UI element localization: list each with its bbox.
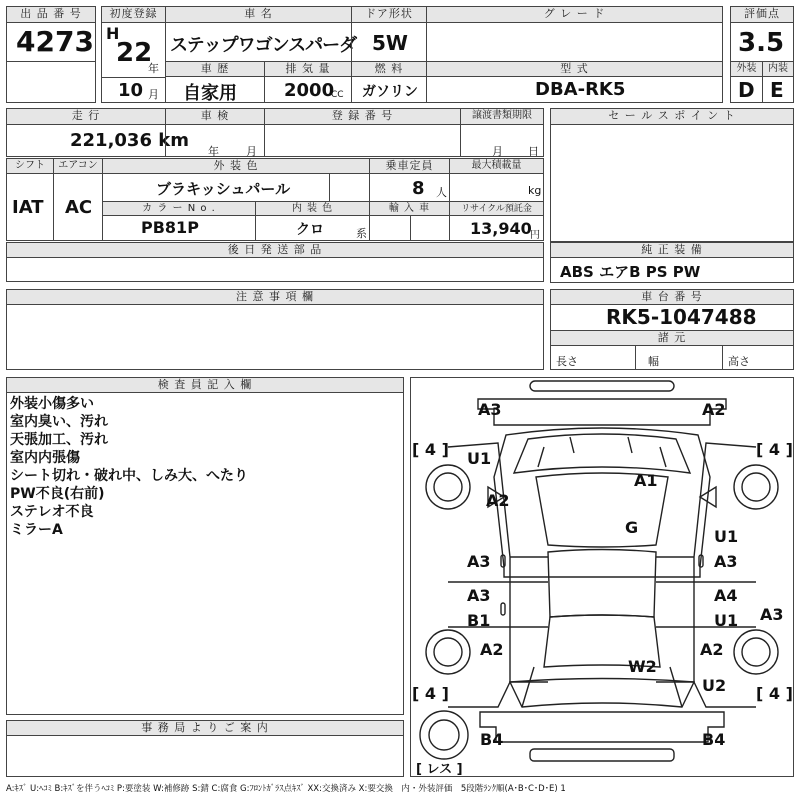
tire-value: 4 <box>768 440 781 459</box>
legend: A:ｷｽﾞ U:ﾍｺﾐ B:ｷｽﾞを伴うﾍｺﾐ P:要塗装 W:補修跡 S:錆 C:腐食 G:ﾌﾛﾝﾄｶﾞﾗｽ点ｷｽﾞ XX:交換済み X:要交換 内・外装評価 5段階ﾗﾝｸ順(A･B･C･D･E) 1 <box>6 784 566 794</box>
remark-line: PW不良(右前) <box>10 486 105 502</box>
era: H <box>106 24 120 43</box>
damage-mark: U1 <box>467 449 492 468</box>
ext-score-header: 外装 <box>730 61 763 77</box>
reg-no-box <box>264 124 461 157</box>
inspection-header: 車 検 <box>165 108 265 125</box>
tire-rear-left: [ 4 ] <box>412 684 449 703</box>
chassis-header: 車 台 番 号 <box>550 289 794 305</box>
color-no: PB81P <box>141 218 199 237</box>
interior-header: 内 装 色 <box>255 201 370 216</box>
history: 自家用 <box>183 83 237 104</box>
tire-value: 4 <box>768 684 781 703</box>
first-reg-header: 初度登録 <box>101 6 166 23</box>
import-header: 輸 入 車 <box>369 201 450 216</box>
interior: クロ <box>296 222 324 238</box>
tire-front-right: [ 4 ] <box>756 440 793 459</box>
damage-mark: U2 <box>702 676 727 695</box>
damage-mark: A1 <box>634 471 658 490</box>
damage-mark: A4 <box>714 586 738 605</box>
tire-rear-right: [ 4 ] <box>756 684 793 703</box>
score: 3.5 <box>738 28 785 58</box>
spec-height: 高さ <box>728 355 750 368</box>
damage-mark: G <box>625 518 639 537</box>
damage-mark: B4 <box>702 730 726 749</box>
displacement-unit: CC <box>331 90 344 100</box>
damage-mark: A3 <box>467 586 491 605</box>
office-header: 事 務 局 よ り ご 案 内 <box>6 720 404 736</box>
damage-mark: A3 <box>467 552 491 571</box>
int-score: E <box>770 78 784 102</box>
door: 5W <box>372 31 408 55</box>
remark-line: シート切れ・破れ中、しみ大、へたり <box>10 468 248 484</box>
office-box <box>6 735 404 777</box>
later-parts-box <box>6 257 544 282</box>
history-header: 車 歴 <box>165 61 265 77</box>
recycle: 13,940 <box>470 219 532 238</box>
reg-month: 10 <box>118 80 144 101</box>
capacity: 8 <box>412 178 425 199</box>
spec-width: 幅 <box>648 355 659 368</box>
reg-month-unit: 月 <box>148 88 159 101</box>
aircon: AC <box>65 197 93 218</box>
sales-box <box>550 124 794 242</box>
lot-number-lower-box <box>6 61 96 103</box>
lot-number: 4273 <box>16 25 94 58</box>
damage-mark: A3 <box>714 552 738 571</box>
capacity-header: 乗車定員 <box>369 158 450 174</box>
displacement-header: 排 気 量 <box>264 61 352 77</box>
tire-value: 4 <box>424 684 437 703</box>
damage-mark: U1 <box>714 527 739 546</box>
displacement: 2000 <box>284 80 335 101</box>
color-header: 外 装 色 <box>102 158 370 174</box>
grade-box <box>426 22 723 62</box>
interior-unit: 系 <box>356 227 367 240</box>
model: DBA-RK5 <box>535 79 626 100</box>
damage-mark: A2 <box>702 400 726 419</box>
grade-header: グ レ ー ド <box>426 6 723 23</box>
damage-mark: A3 <box>478 400 502 419</box>
car-name: ステップワゴンスパーダ <box>170 35 357 56</box>
transfer-day: 日 <box>528 145 539 158</box>
reg-no-header: 登 録 番 号 <box>264 108 461 125</box>
damage-mark: B1 <box>467 611 491 630</box>
damage-mark: A2 <box>480 640 504 659</box>
fuel-header: 燃 料 <box>351 61 427 77</box>
car-name-header: 車 名 <box>165 6 352 23</box>
spare-value: レス <box>426 762 453 777</box>
remark-line: 天張加工、汚れ <box>10 432 108 448</box>
transfer-month: 月 <box>492 145 503 158</box>
color: ブラキッシュパール <box>156 180 291 198</box>
fuel: ガソリン <box>362 84 418 100</box>
inspector-header: 検 査 員 記 入 欄 <box>6 377 404 393</box>
int-score-header: 内装 <box>762 61 794 77</box>
recycle-unit: 円 <box>530 230 540 241</box>
mileage: 221,036 km <box>70 130 189 151</box>
damage-mark: A3 <box>760 605 784 624</box>
color-box-right <box>329 173 370 202</box>
spec-header: 諸 元 <box>550 330 794 346</box>
model-header: 型 式 <box>426 61 723 77</box>
remark-line: ミラーA <box>10 522 63 538</box>
chassis: RK5-1047488 <box>606 305 757 329</box>
color-no-header: カ ラ ー N o . <box>102 201 256 216</box>
inspection-year-unit: 年 <box>208 145 219 158</box>
ext-score: D <box>738 78 755 102</box>
damage-mark: W2 <box>628 657 657 676</box>
later-parts-header: 後 日 発 送 部 品 <box>6 242 544 258</box>
inspector-remarks <box>10 395 248 539</box>
equipment: ABS エアB PS PW <box>560 263 701 281</box>
spare-tire: [ レス ] <box>416 762 463 777</box>
score-header: 評価点 <box>730 6 794 23</box>
shift: IAT <box>12 197 44 218</box>
tire-value: 4 <box>424 440 437 459</box>
notes-header: 注 意 事 項 欄 <box>6 289 544 305</box>
damage-mark: U1 <box>714 611 739 630</box>
car-diagram <box>410 377 794 777</box>
max-load-unit: kg <box>528 184 542 197</box>
damage-mark: A2 <box>486 491 510 510</box>
inspection-month-unit: 月 <box>246 145 257 158</box>
mileage-header: 走 行 <box>6 108 166 125</box>
recycle-header: リサイクル預託金 <box>449 201 544 216</box>
damage-mark: B4 <box>480 730 504 749</box>
tire-front-left: [ 4 ] <box>412 440 449 459</box>
notes-box <box>6 304 544 370</box>
import-box-divider <box>410 215 411 241</box>
aircon-header: エアコン <box>53 158 103 174</box>
spec-length: 長さ <box>556 355 578 368</box>
reg-year: 22 <box>116 38 153 68</box>
max-load-header: 最大積載量 <box>449 158 544 174</box>
equipment-header: 純 正 装 備 <box>550 242 794 258</box>
remark-line: 外装小傷多い <box>10 396 94 412</box>
sales-header: セ ー ル ス ポ イ ン ト <box>550 108 794 125</box>
reg-year-unit: 年 <box>148 62 159 75</box>
shift-header: シフト <box>6 158 54 174</box>
transfer-header: 譲渡書類期限 <box>460 108 544 125</box>
damage-mark: A2 <box>700 640 724 659</box>
capacity-unit: 人 <box>436 186 447 199</box>
remark-line: ステレオ不良 <box>10 504 94 520</box>
remark-line: 室内臭い、汚れ <box>10 414 108 430</box>
door-header: ドア形状 <box>351 6 427 23</box>
lot-number-header: 出 品 番 号 <box>6 6 96 23</box>
remark-line: 室内内張傷 <box>10 450 80 466</box>
